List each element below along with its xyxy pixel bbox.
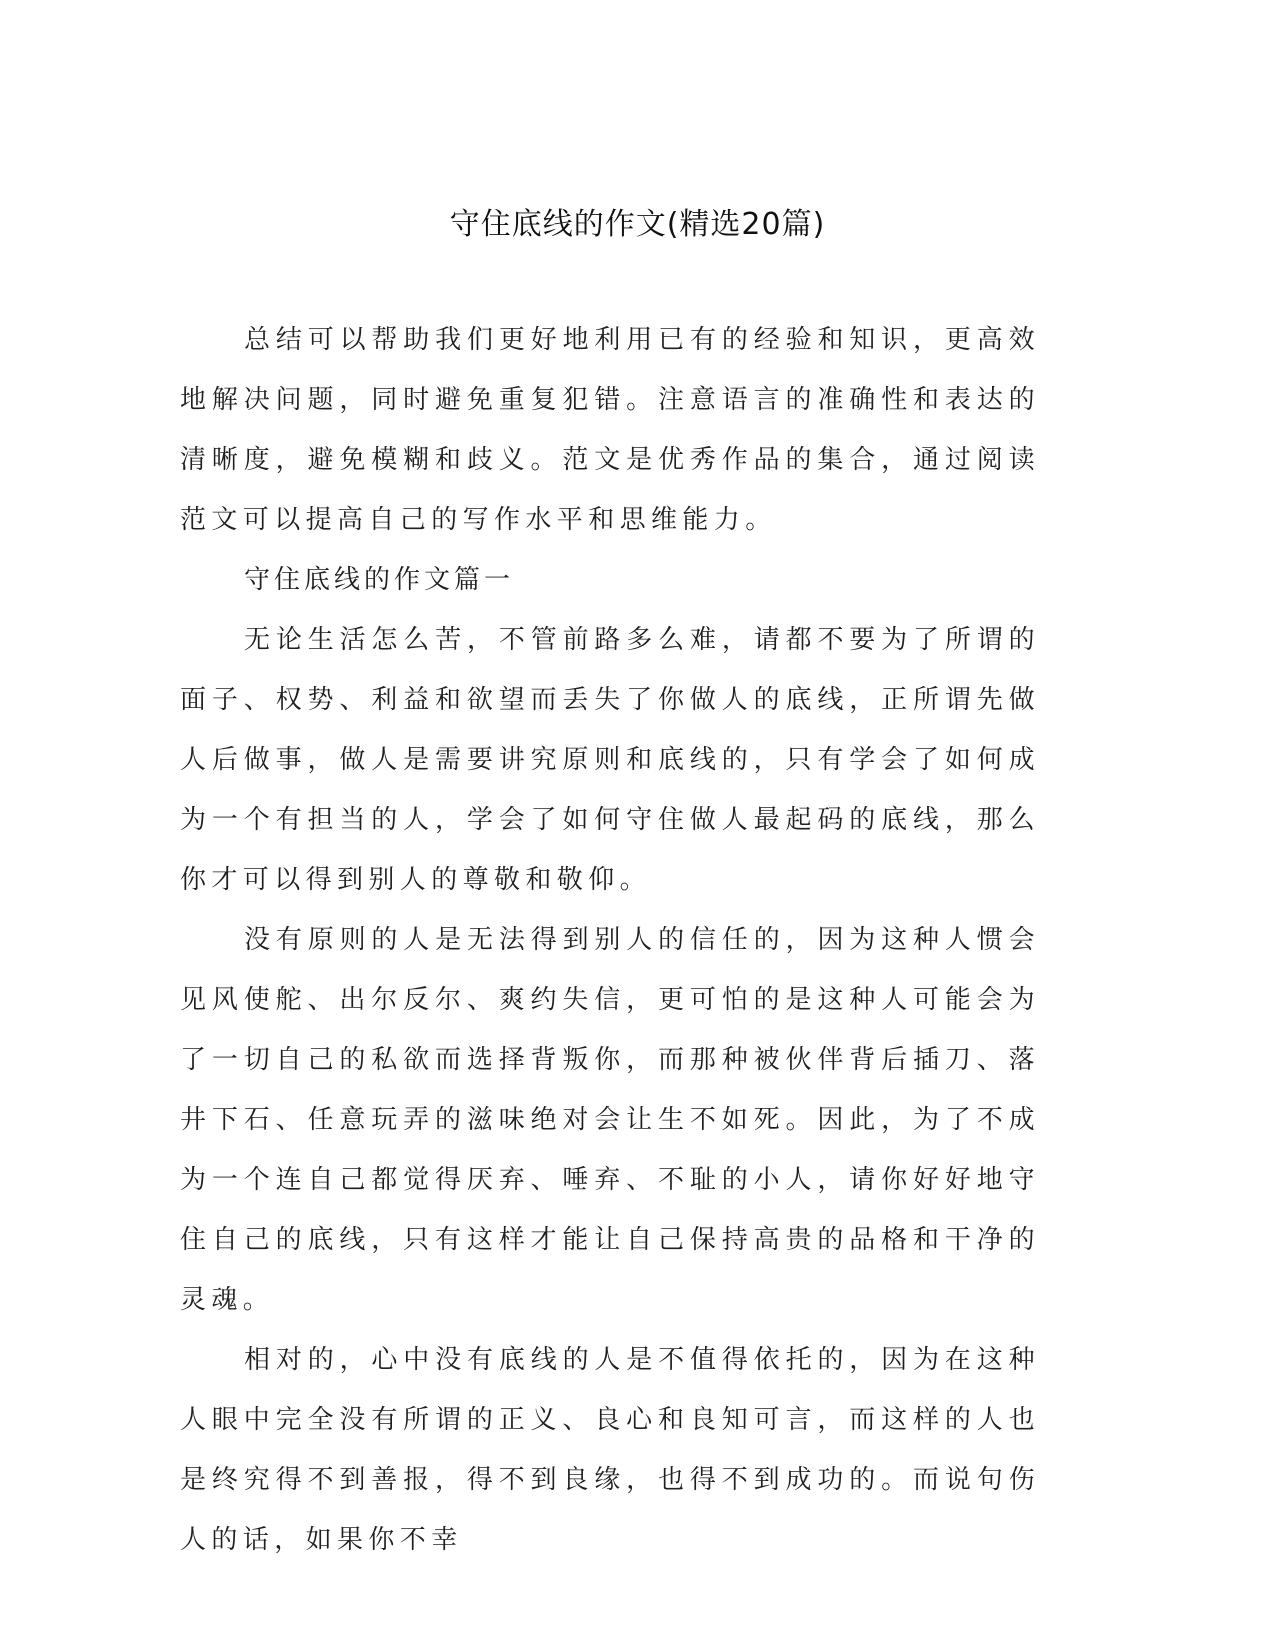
document-title: 守住底线的作文(精选20篇): [449, 207, 826, 242]
intro-paragraph: 总结可以帮助我们更好地利用已有的经验和知识，更高效地解决问题，同时避免重复犯错。注意语言的准确性和表达的清晰度，避免模糊和歧义。范文是优秀作品的集合，通过阅读范文可以提高自己的写作水平和思维能力。: [180, 325, 1040, 535]
section-heading: 守住底线的作文篇一: [244, 565, 515, 595]
body-paragraph: 无论生活怎么苦，不管前路多么难，请都不要为了所谓的面子、权势、利益和欲望而丢失了你做人的底线，正所谓先做人后做事，做人是需要讲究原则和底线的，只有学会了如何成为一个有担当的人，学会了如何守住做人最起码的底线，那么你才可以得到别人的尊敬和敬仰。: [180, 625, 1040, 895]
body-paragraph: 没有原则的人是无法得到别人的信任的，因为这种人惯会见风使舵、出尔反尔、爽约失信，更可怕的是这种人可能会为了一切自己的私欲而选择背叛你，而那种被伙伴背后插刀、落井下石、任意玩弄的滋味绝对会让生不如死。因此，为了不成为一个连自己都觉得厌弃、唾弃、不耻的小人，请你好好地守住自己的底线，只有这样才能让自己保持高贵的品格和干净的灵魂。: [180, 925, 1040, 1315]
body-paragraph: 相对的，心中没有底线的人是不值得依托的，因为在这种人眼中完全没有所谓的正义、良心和良知可言，而这样的人也是终究得不到善报，得不到良缘，也得不到成功的。而说句伤人的话，如果你不幸: [180, 1345, 1040, 1555]
document-body: [180, 310, 1040, 1570]
